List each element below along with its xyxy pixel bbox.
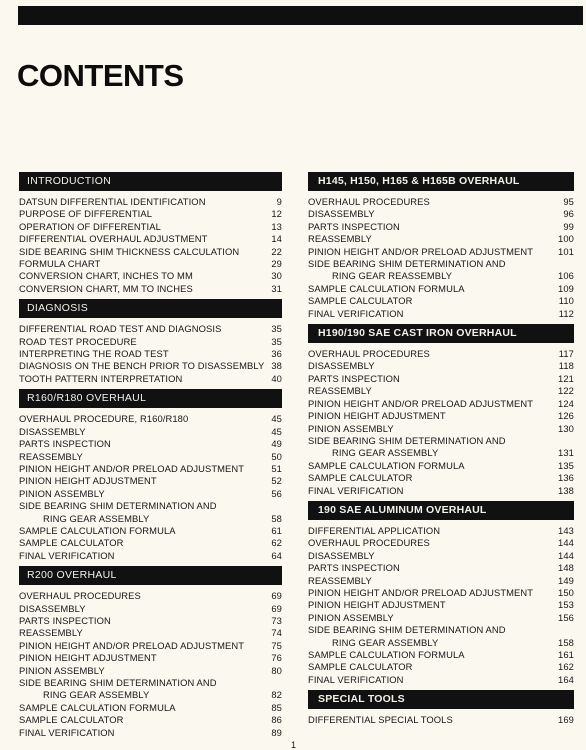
toc-entry-title: INTERPRETING THE ROAD TEST [19,348,169,360]
toc-entry-title: OVERHAUL PROCEDURES [308,348,430,360]
toc-entry [19,488,282,500]
toc-entry-title: SIDE BEARING SHIM DETERMINATION AND [19,677,217,688]
toc-entry [19,513,282,525]
toc-entry-page: 150 [558,586,574,598]
section-heading: 190 SAE ALUMINUM OVERHAUL [308,501,574,520]
toc-entry-title: SAMPLE CALCULATOR [308,472,413,484]
toc-entry [308,373,574,385]
toc-entry-title: PARTS INSPECTION [19,614,111,626]
section-heading: R200 OVERHAUL [19,566,282,585]
toc-entry-page: 30 [271,270,282,282]
right-column [308,172,574,731]
toc-entry [308,385,574,397]
toc-entry [308,423,574,435]
toc-entry [19,196,282,208]
toc-entry-title: REASSEMBLY [308,233,372,245]
section-heading: SPECIAL TOOLS [308,690,574,709]
toc-entry-page: 69 [271,590,282,602]
toc-entry [308,714,574,726]
toc-entry-page: 75 [271,639,282,651]
toc-entry-title: PINION HEIGHT ADJUSTMENT [19,652,157,664]
toc-entry [308,661,574,673]
toc-entry-page: 69 [271,602,282,614]
toc-entry-page: 144 [558,549,574,561]
toc-entry-page: 143 [558,524,574,536]
toc-entry [19,677,282,689]
toc-entry [308,575,574,587]
toc-entry-title: CONVERSION CHART, MM TO INCHES [19,282,193,294]
toc-entry [308,587,574,599]
toc-entry [19,627,282,639]
toc-entry [308,295,574,307]
toc-entry-title: CONVERSION CHART, INCHES TO MM [19,270,193,282]
toc-entry-page: 96 [563,208,574,220]
toc-entry-title: REASSEMBLY [19,627,83,639]
section-heading: DIAGNOSIS [19,299,282,318]
toc-entry-title: FORMULA CHART [19,258,101,270]
toc-entry-title: SAMPLE CALCULATOR [19,537,124,549]
toc-entry [308,472,574,484]
toc-entry-page: 144 [558,537,574,549]
toc-entry-title: PINION HEIGHT AND/OR PRELOAD ADJUSTMENT [308,586,534,598]
toc-entry-title: FINAL VERIFICATION [19,726,115,738]
toc-entry-title: SIDE BEARING SHIM DETERMINATION AND [308,434,506,446]
toc-entry-page: 62 [271,537,282,549]
toc-entry-title: PARTS INSPECTION [308,372,400,384]
toc-entry-page: 110 [558,295,574,307]
toc-entry-title: PINION ASSEMBLY [308,422,394,434]
toc-entry-page: 121 [558,372,574,384]
toc-entry [19,233,282,245]
toc-entry [308,485,574,497]
toc-entry-page: 136 [558,472,574,484]
section-introduction [19,172,282,295]
toc-entry-title: PINION ASSEMBLY [19,487,105,499]
toc-entry-page: 51 [271,462,282,474]
toc-entry [308,562,574,574]
toc-entry-page: 40 [271,372,282,384]
toc-entry-title: SAMPLE CALCULATOR [308,295,413,307]
toc-list [19,196,282,295]
toc-entry-page: 109 [558,282,574,294]
toc-entry-page: 164 [558,673,574,685]
toc-entry [19,652,282,664]
toc-entry [308,283,574,295]
toc-entry [19,689,282,701]
section-diagnosis [19,299,282,385]
toc-entry-title: SAMPLE CALCULATION FORMULA [308,282,465,294]
toc-list [19,413,282,562]
toc-entry [308,525,574,537]
toc-entry-title: TOOTH PATTERN INTERPRETATION [19,372,183,384]
toc-entry [19,475,282,487]
toc-entry-page: 35 [271,323,282,335]
toc-entry [19,702,282,714]
toc-entry-title: DIFFERENTIAL ROAD TEST AND DIAGNOSIS [19,323,222,335]
toc-entry-title: SIDE BEARING SHIM THICKNESS CALCULATION [19,245,240,257]
toc-entry [19,463,282,475]
toc-entry-title: PINION HEIGHT AND/OR PRELOAD ADJUSTMENT [19,639,245,651]
section-heading: H145, H150, H165 & H165B OVERHAUL [308,172,574,191]
toc-entry-page: 148 [558,562,574,574]
toc-entry-title: SAMPLE CALCULATION FORMULA [308,649,465,660]
toc-entry [308,674,574,686]
toc-entry [19,221,282,233]
toc-entry-title: SAMPLE CALCULATOR [308,661,413,673]
toc-entry-page: 52 [271,475,282,487]
toc-entry-title: PARTS INSPECTION [308,220,400,232]
toc-entry-title: DIFFERENTIAL OVERHAUL ADJUSTMENT [19,233,208,245]
toc-entry-title: FINAL VERIFICATION [308,673,404,685]
toc-entry-title: DISASSEMBLY [308,549,375,561]
toc-entry-title: SIDE BEARING SHIM DETERMINATION AND [308,624,506,636]
left-column [19,172,282,743]
toc-entry [308,208,574,220]
toc-entry [308,599,574,611]
toc-entry-page: 124 [558,397,574,409]
toc-entry-page: 138 [558,484,574,496]
toc-entry [308,398,574,410]
toc-entry [19,283,282,295]
toc-entry-title: SIDE BEARING SHIM DETERMINATION AND [308,258,506,270]
top-black-bar [18,6,583,25]
toc-entry-page: 64 [271,549,282,561]
toc-entry-page: 49 [271,438,282,450]
toc-entry [308,435,574,447]
toc-entry [308,637,574,649]
toc-entry-page: 161 [558,649,574,660]
toc-list [308,714,574,726]
toc-entry [308,537,574,549]
toc-entry-title: FINAL VERIFICATION [19,549,115,561]
toc-entry [19,590,282,602]
toc-entry-page: 22 [271,245,282,257]
section-heading: H190/190 SAE CAST IRON OVERHAUL [308,324,574,343]
toc-entry [308,258,574,270]
toc-entry-title: PINION HEIGHT AND/OR PRELOAD ADJUSTMENT [308,397,534,409]
toc-entry [19,258,282,270]
toc-entry-page: 58 [271,512,282,524]
toc-entry-title: FINAL VERIFICATION [308,307,404,319]
toc-entry [19,603,282,615]
toc-entry-title: PARTS INSPECTION [19,438,111,450]
toc-entry-page: 100 [558,233,574,245]
toc-entry [19,348,282,360]
toc-entry [308,233,574,245]
toc-entry [19,373,282,385]
toc-entry-page: 162 [558,661,574,673]
toc-entry-title: PINION ASSEMBLY [308,611,394,623]
toc-entry-title: SAMPLE CALCULATION FORMULA [308,459,465,471]
toc-entry-title: PARTS INSPECTION [308,562,400,574]
toc-entry [19,640,282,652]
section-special-tools [308,690,574,726]
toc-entry-page: 122 [558,385,574,397]
toc-entry-page: 38 [271,360,282,372]
toc-entry-page: 101 [558,245,574,257]
toc-entry-title: DISASSEMBLY [19,602,86,614]
toc-entry [19,500,282,512]
toc-entry-page: 82 [271,689,282,701]
section-190-sae-aluminum-overhaul [308,501,574,686]
toc-entry-title: SAMPLE CALCULATION FORMULA [19,524,176,536]
toc-entry-title: PINION HEIGHT ADJUSTMENT [308,410,446,422]
toc-entry [19,208,282,220]
toc-entry-title: OVERHAUL PROCEDURES [308,196,430,207]
toc-entry-page: 80 [271,664,282,676]
toc-entry [308,410,574,422]
toc-entry-page: 135 [558,459,574,471]
toc-entry [308,221,574,233]
toc-entry-page: 112 [558,307,574,319]
toc-entry [19,413,282,425]
toc-entry [19,246,282,258]
toc-entry-page: 95 [563,196,574,207]
toc-list [19,323,282,385]
toc-entry [308,460,574,472]
toc-entry-page: 74 [271,627,282,639]
toc-entry [308,649,574,661]
toc-entry-page: 118 [558,360,574,372]
toc-entry-title: PURPOSE OF DIFFERENTIAL [19,208,153,220]
toc-entry-page: 35 [271,335,282,347]
toc-entry [19,360,282,372]
toc-entry [19,714,282,726]
toc-entry-page: 31 [271,282,282,294]
toc-entry-page: 76 [271,652,282,664]
toc-entry [308,447,574,459]
toc-entry-page: 86 [271,714,282,726]
toc-entry-page: 36 [271,348,282,360]
toc-entry [19,451,282,463]
page-number: 1 [291,740,297,750]
section-h190-190-sae-cast-iron-overhaul [308,324,574,497]
toc-entry [19,615,282,627]
toc-entry-page: 9 [276,196,282,207]
toc-entry-title: OVERHAUL PROCEDURES [19,590,141,602]
toc-entry-title: OPERATION OF DIFFERENTIAL [19,220,161,232]
toc-entry-title: SAMPLE CALCULATOR [19,714,124,726]
toc-entry [19,438,282,450]
toc-entry [308,348,574,360]
toc-entry-title: DIAGNOSIS ON THE BENCH PRIOR TO DISASSEMBLY [19,360,265,372]
toc-entry-title: SIDE BEARING SHIM DETERMINATION AND [19,500,217,512]
toc-entry [19,336,282,348]
toc-entry [308,612,574,624]
section-heading: INTRODUCTION [19,172,282,191]
toc-entry-page: 99 [563,220,574,232]
section-heading: R160/R180 OVERHAUL [19,389,282,408]
toc-entry-title: OVERHAUL PROCEDURE, R160/R180 [19,413,189,425]
toc-entry-title: DISASSEMBLY [308,360,375,372]
toc-entry-title: REASSEMBLY [308,385,372,397]
toc-entry-title: RING GEAR ASSEMBLY [43,512,150,524]
toc-list [308,196,574,320]
toc-entry [19,525,282,537]
toc-entry [19,665,282,677]
toc-entry-page: 13 [271,220,282,232]
toc-entry-page: 153 [558,599,574,611]
toc-entry-title: OVERHAUL PROCEDURES [308,537,430,549]
toc-list [308,525,574,686]
toc-entry [308,308,574,320]
toc-entry-title: DISASSEMBLY [308,208,375,220]
toc-entry-page: 29 [271,258,282,270]
toc-entry-page: 130 [558,422,574,434]
toc-entry-page: 158 [558,636,574,648]
toc-entry-page: 14 [271,233,282,245]
toc-entry-title: REASSEMBLY [19,450,83,462]
toc-entry-page: 12 [271,208,282,220]
toc-entry [308,624,574,636]
toc-entry-page: 106 [558,270,574,282]
toc-entry-page: 89 [271,726,282,738]
toc-entry-page: 149 [558,574,574,586]
toc-entry-page: 126 [558,410,574,422]
toc-entry [308,196,574,208]
toc-entry-title: RING GEAR REASSEMBLY [332,270,453,282]
toc-entry-title: PINION ASSEMBLY [19,664,105,676]
toc-entry-title: SAMPLE CALCULATION FORMULA [19,701,176,713]
toc-entry-title: DISASSEMBLY [19,425,86,437]
toc-entry-page: 169 [558,714,574,726]
toc-entry-title: REASSEMBLY [308,574,372,586]
toc-entry-page: 117 [558,348,574,360]
toc-entry-page: 45 [271,425,282,437]
toc-entry-page: 61 [271,524,282,536]
toc-entry-page: 85 [271,701,282,713]
toc-entry [19,270,282,282]
toc-entry-title: DIFFERENTIAL APPLICATION [308,524,441,536]
toc-list [308,348,574,497]
toc-entry-title: RING GEAR ASSEMBLY [332,447,439,459]
toc-entry-title: ROAD TEST PROCEDURE [19,335,137,347]
toc-entry-title: PINION HEIGHT ADJUSTMENT [308,599,446,611]
toc-entry-title: RING GEAR ASSEMBLY [43,689,150,701]
toc-entry [19,727,282,739]
toc-entry-title: FINAL VERIFICATION [308,484,404,496]
toc-entry-page: 73 [271,614,282,626]
toc-entry [19,426,282,438]
toc-entry [308,550,574,562]
toc-entry [19,323,282,335]
toc-entry-page: 156 [558,611,574,623]
toc-entry [308,360,574,372]
toc-entry-title: PINION HEIGHT ADJUSTMENT [19,475,157,487]
page-title: CONTENTS [17,58,184,93]
toc-list [19,590,282,739]
section-r160-r180-overhaul [19,389,282,562]
toc-entry [19,550,282,562]
section-h145-h150-h165-h165b-overhaul [308,172,574,320]
toc-entry-page: 131 [558,447,574,459]
toc-entry-title: DIFFERENTIAL SPECIAL TOOLS [308,714,453,726]
toc-entry-page: 50 [271,450,282,462]
section-r200-overhaul [19,566,282,739]
toc-entry-title: PINION HEIGHT AND/OR PRELOAD ADJUSTMENT [308,245,534,257]
toc-entry-title: RING GEAR ASSEMBLY [332,636,439,648]
toc-entry [19,537,282,549]
toc-entry-title: DATSUN DIFFERENTIAL IDENTIFICATION [19,196,206,207]
toc-entry-title: PINION HEIGHT AND/OR PRELOAD ADJUSTMENT [19,462,245,474]
toc-entry [308,270,574,282]
toc-entry-page: 45 [271,413,282,425]
toc-entry [308,246,574,258]
toc-entry-page: 56 [271,487,282,499]
